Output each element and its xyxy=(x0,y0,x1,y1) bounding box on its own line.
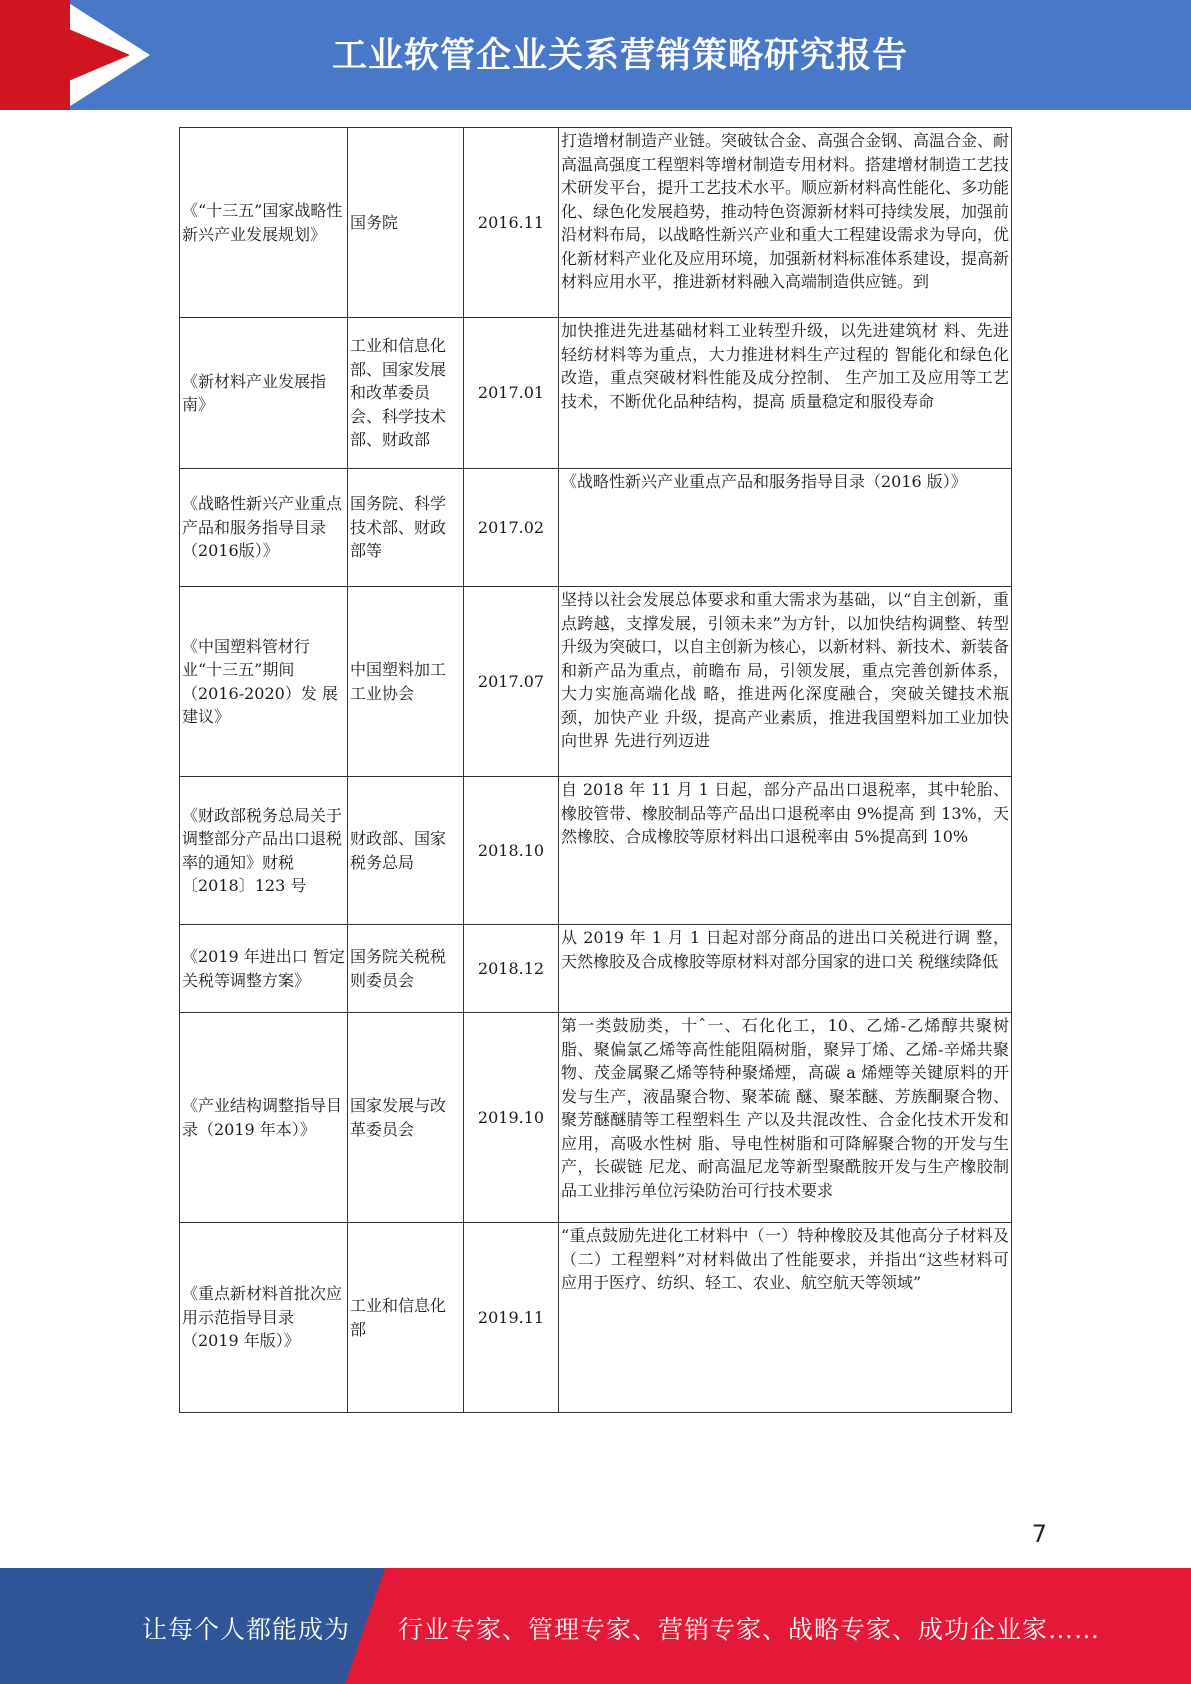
header-red-chevron xyxy=(0,0,130,110)
policy-date: 2017.02 xyxy=(464,469,559,587)
table-row xyxy=(180,587,1012,777)
policy-name: 《“十三五”国家战略性新兴产业发展规划》 xyxy=(180,128,348,318)
policy-date: 2019.10 xyxy=(464,1013,559,1223)
policy-issuer: 国务院关税税则委员会 xyxy=(348,925,464,1013)
page-header xyxy=(0,0,1191,110)
policy-content: 自 2018 年 11 月 1 日起，部分产品出口退税率，其中轮胎、橡胶管带、橡胶制品等产品出口退税率由 9%提高 到 13%，天然橡胶、合成橡胶等原材料出口退税率由 5%提高到 10% xyxy=(559,777,1012,925)
policy-issuer: 中国塑料加工工业协会 xyxy=(348,587,464,777)
policy-name: 《新材料产业发展指南》 xyxy=(180,318,348,469)
page-footer xyxy=(0,1568,1191,1684)
policy-content: “重点鼓励先进化工材料中（一）特种橡胶及其他高分子材料及（二）工程塑料”对材料做出了性能要求，并指出“这些材料可应用于医疗、纺织、轻工、农业、航空航天等领域” xyxy=(559,1223,1012,1413)
table-row xyxy=(180,128,1012,318)
policy-issuer: 工业和信息化部 xyxy=(348,1223,464,1413)
table-row xyxy=(180,925,1012,1013)
policy-content: 从 2019 年 1 月 1 日起对部分商品的进出口关税进行调 整，天然橡胶及合成橡胶等原材料对部分国家的进口关 税继续降低 xyxy=(559,925,1012,1013)
policy-content: 坚持以社会发展总体要求和重大需求为基础，以“自主创新，重点跨越，支撑发展，引领未来”为方针，以加快结构调整、转型升级为突破口，以自主创新为核心，以新材料、新技术、新装备和新产品为重点，前瞻布 局，引领发展，重点完善创新体系，大力实施高端化战 略，推进两化深度融合，突破关键技术瓶颈，加快产业 升级，提高产业素质，推进我国塑料加工业加快向世界 先进行列迈进 xyxy=(559,587,1012,777)
policy-name: 《财政部税务总局关于调整部分产品出口退税率的通知》财税〔2018〕123 号 xyxy=(180,777,348,925)
table-row xyxy=(180,1013,1012,1223)
policy-issuer: 国务院、科学技术部、财政部等 xyxy=(348,469,464,587)
policy-issuer: 财政部、国家税务总局 xyxy=(348,777,464,925)
policy-date: 2017.01 xyxy=(464,318,559,469)
policy-name: 《战略性新兴产业重点产品和服务指导目录（2016版）》 xyxy=(180,469,348,587)
policy-date: 2017.07 xyxy=(464,587,559,777)
policy-content: 打造增材制造产业链。突破钛合金、高强合金钢、高温合金、耐高温高强度工程塑料等增材制造专用材料。搭建增材制造工艺技术研发平台，提升工艺技术水平。顺应新材料高性能化、多功能化、绿色化发展趋势，推动特色资源新材料可持续发展，加强前沿材料布局，以战略性新兴产业和重大工程建设需求为导向，优化新材料产业化及应用环境，加强新材料标准体系建设，提高新材料应用水平，推进新材料融入高端制造供应链。到 xyxy=(559,128,1012,318)
table-row xyxy=(180,318,1012,469)
policy-table xyxy=(179,127,1012,1413)
policy-issuer: 国家发展与改革委员会 xyxy=(348,1013,464,1223)
table-row xyxy=(180,469,1012,587)
policy-name: 《中国塑料管材行业“十三五”期间（2016-2020）发 展建议》 xyxy=(180,587,348,777)
policy-date: 2018.12 xyxy=(464,925,559,1013)
policy-issuer: 国务院 xyxy=(348,128,464,318)
policy-date: 2018.10 xyxy=(464,777,559,925)
policy-name: 《产业结构调整指导目录（2019 年本）》 xyxy=(180,1013,348,1223)
policy-issuer: 工业和信息化部、国家发展和改革委员会、科学技术部、财政部 xyxy=(348,318,464,469)
policy-content: 《战略性新兴产业重点产品和服务指导目录（2016 版）》 xyxy=(559,469,1012,587)
table-row xyxy=(180,1223,1012,1413)
page-number: 7 xyxy=(1031,1520,1047,1548)
policy-name: 《重点新材料首批次应用示范指导目录（2019 年版）》 xyxy=(180,1223,348,1413)
table-row xyxy=(180,777,1012,925)
policy-content: 加快推进先进基础材料工业转型升级，以先进建筑材 料、先进轻纺材料等为重点，大力推进材料生产过程的 智能化和绿色化改造，重点突破材料性能及成分控制、 生产加工及应用等工艺技术，不断优化品种结构，提高 质量稳定和服役寿命 xyxy=(559,318,1012,469)
footer-slogan-left: 让每个人都能成为 xyxy=(142,1615,351,1644)
policy-date: 2019.11 xyxy=(464,1223,559,1413)
footer-slogan-right: 行业专家、管理专家、营销专家、战略专家、成功企业家…… xyxy=(398,1615,1101,1644)
report-title: 工业软管企业关系营销策略研究报告 xyxy=(331,36,908,76)
policy-name: 《2019 年进出口 暂定关税等调整方案》 xyxy=(180,925,348,1013)
policy-content: 第一类鼓励类，十ˆ一、石化化工，10、乙烯-乙烯醇共聚树脂、聚偏氯乙烯等高性能阻隔树脂，聚异丁烯、乙烯-辛烯共聚物、茂金属聚乙烯等特种聚烯煙，高碳 a 烯煙等关键原料的开发与生产，液晶聚合物、聚苯硫 醚、聚苯醚、芳族酮聚合物、聚芳醚醚腈等工程塑料生 产以及共混改性、合金化技术开发和应用，高吸水性树 脂、导电性树脂和可降解聚合物的开发与生产，长碳链 尼龙、耐高温尼龙等新型聚酰胺开发与生产橡胶制品工业排污单位污染防治可行技术要求 xyxy=(559,1013,1012,1223)
policy-date: 2016.11 xyxy=(464,128,559,318)
